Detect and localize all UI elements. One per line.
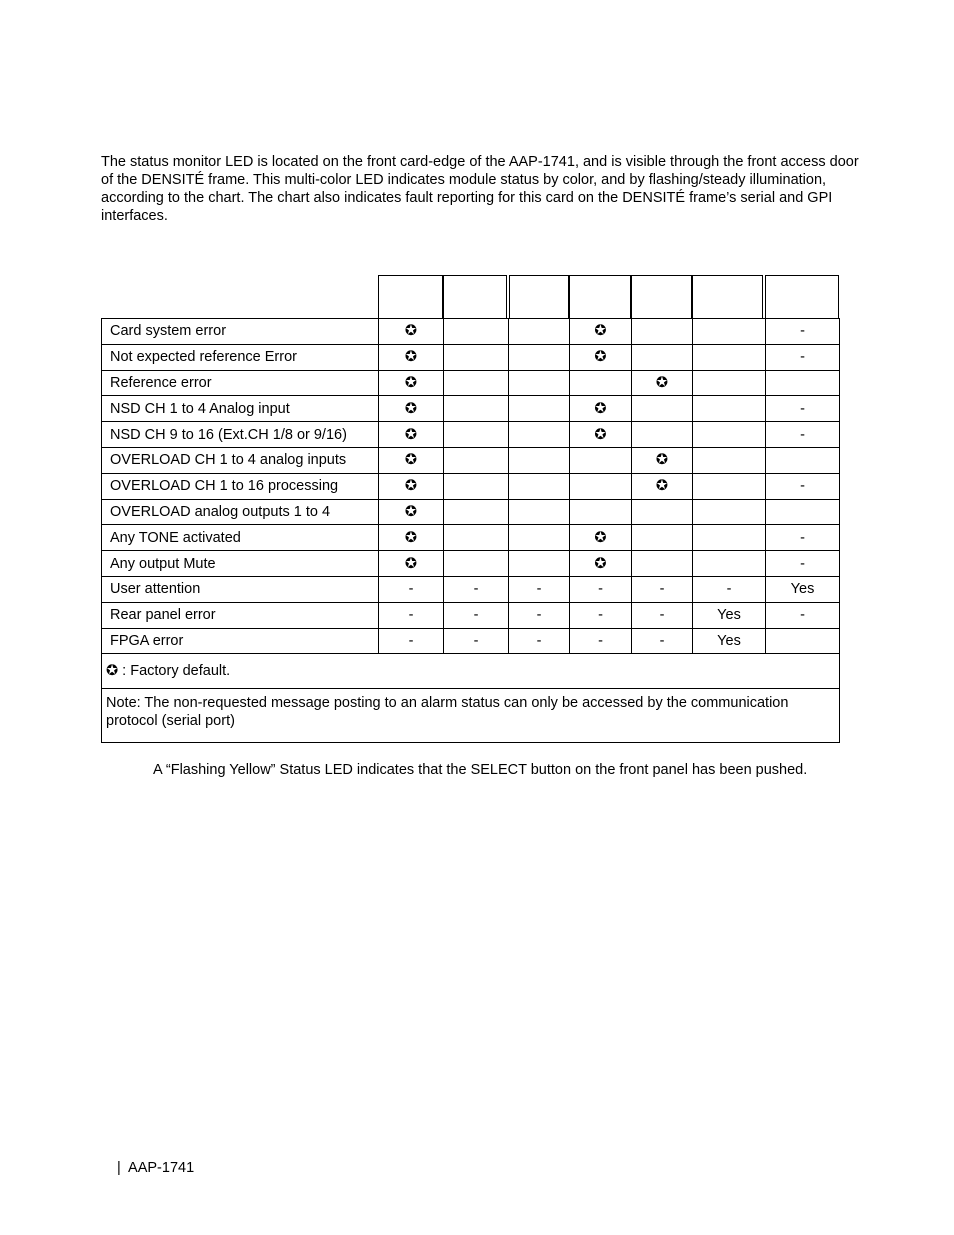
- status-cell: ✪: [570, 551, 632, 577]
- status-cell: [444, 447, 509, 473]
- status-cell: -: [766, 525, 840, 551]
- status-cell: -: [632, 628, 693, 654]
- status-cell: [509, 396, 570, 422]
- table-row: [102, 576, 840, 602]
- status-cell: ✪: [632, 447, 693, 473]
- row-label: User attention: [102, 576, 379, 602]
- table-row: [102, 551, 840, 577]
- column-header-6: [692, 275, 763, 318]
- status-cell: [444, 370, 509, 396]
- table-row: [102, 628, 840, 654]
- status-cell: [766, 447, 840, 473]
- row-label: Reference error: [102, 370, 379, 396]
- status-cell: [444, 525, 509, 551]
- status-cell: ✪: [379, 319, 444, 345]
- status-cell: ✪: [379, 525, 444, 551]
- status-cell: [509, 370, 570, 396]
- status-cell: [632, 319, 693, 345]
- status-cell: -: [379, 576, 444, 602]
- page-footer: [117, 1160, 194, 1176]
- status-cell: [509, 422, 570, 448]
- row-label: Any TONE activated: [102, 525, 379, 551]
- status-cell: [444, 551, 509, 577]
- column-header-5: [631, 275, 692, 318]
- status-cell: ✪: [379, 447, 444, 473]
- status-cell: Yes: [693, 628, 766, 654]
- status-cell: [509, 319, 570, 345]
- status-cell: ✪: [379, 344, 444, 370]
- footer-separator: |: [117, 1160, 121, 1176]
- status-cell: ✪: [570, 396, 632, 422]
- status-cell: [632, 499, 693, 525]
- status-cell: [693, 319, 766, 345]
- status-cell: ✪: [570, 344, 632, 370]
- table-row: [102, 422, 840, 448]
- table-row: [102, 319, 840, 345]
- status-cell: [766, 370, 840, 396]
- status-cell: [766, 499, 840, 525]
- status-cell: [570, 499, 632, 525]
- status-cell: -: [444, 602, 509, 628]
- status-cell: Yes: [693, 602, 766, 628]
- status-cell: [632, 396, 693, 422]
- status-cell: -: [509, 628, 570, 654]
- column-header-7: [765, 275, 839, 318]
- status-cell: [509, 525, 570, 551]
- status-cell: ✪: [379, 499, 444, 525]
- status-cell: ✪: [570, 319, 632, 345]
- status-cell: ✪: [379, 370, 444, 396]
- status-cell: [693, 344, 766, 370]
- column-header-2: [443, 275, 507, 318]
- status-cell: -: [444, 628, 509, 654]
- status-cell: -: [766, 473, 840, 499]
- table-row: [102, 396, 840, 422]
- status-cell: -: [379, 628, 444, 654]
- status-cell: [570, 370, 632, 396]
- status-cell: [444, 396, 509, 422]
- status-cell: ✪: [570, 422, 632, 448]
- intro-paragraph: The status monitor LED is located on the front card-edge of the AAP-1741, and is visible through the front access door of the DENSITÉ frame. This multi-color LED indicates module status by color, and by flashing/steady illumination, according to the chart. The chart also indicates fault reporting for this card on the DENSITÉ frame’s serial and GPI interfaces.: [101, 154, 859, 224]
- status-cell: [509, 551, 570, 577]
- status-cell: [509, 499, 570, 525]
- status-cell: [693, 499, 766, 525]
- status-cell: -: [766, 396, 840, 422]
- status-cell: [632, 344, 693, 370]
- status-cell: Yes: [766, 576, 840, 602]
- status-cell: -: [509, 602, 570, 628]
- row-label: Not expected reference Error: [102, 344, 379, 370]
- row-label: Any output Mute: [102, 551, 379, 577]
- column-header-1: [378, 275, 443, 318]
- status-cell: [693, 422, 766, 448]
- status-cell: [693, 370, 766, 396]
- table-row: [102, 525, 840, 551]
- status-cell: ✪: [632, 473, 693, 499]
- status-cell: -: [444, 576, 509, 602]
- row-label: NSD CH 9 to 16 (Ext.CH 1/8 or 9/16): [102, 422, 379, 448]
- status-cell: -: [766, 422, 840, 448]
- status-cell: [444, 344, 509, 370]
- status-cell: [693, 396, 766, 422]
- status-cell: -: [509, 576, 570, 602]
- row-label: OVERLOAD analog outputs 1 to 4: [102, 499, 379, 525]
- status-cell: [693, 447, 766, 473]
- status-cell: [509, 447, 570, 473]
- row-label: NSD CH 1 to 4 Analog input: [102, 396, 379, 422]
- status-cell: ✪: [379, 473, 444, 499]
- footer-doc-name: AAP-1741: [128, 1160, 195, 1176]
- table-row: [102, 602, 840, 628]
- column-header-3: [509, 275, 569, 318]
- status-cell: [444, 422, 509, 448]
- status-cell: -: [632, 602, 693, 628]
- table-row: [102, 344, 840, 370]
- status-cell: [509, 344, 570, 370]
- status-cell: -: [632, 576, 693, 602]
- status-cell: [693, 551, 766, 577]
- status-cell: [444, 319, 509, 345]
- status-cell: [632, 551, 693, 577]
- status-cell: [570, 473, 632, 499]
- status-cell: ✪: [632, 370, 693, 396]
- status-cell: [509, 473, 570, 499]
- status-cell: -: [766, 551, 840, 577]
- status-cell: [570, 447, 632, 473]
- row-label: Card system error: [102, 319, 379, 345]
- table-note: Note: The non-requested message posting to an alarm status can only be accessed by the communication protocol (serial port): [102, 689, 840, 743]
- status-cell: [693, 525, 766, 551]
- status-cell: [632, 422, 693, 448]
- flashing-yellow-text: A “Flashing Yellow” Status LED indicates that the SELECT button on the front panel has been pushed.: [153, 762, 808, 778]
- status-cell: ✪: [379, 396, 444, 422]
- status-cell: -: [766, 344, 840, 370]
- status-cell: -: [379, 602, 444, 628]
- table-row: [102, 473, 840, 499]
- status-cell: [632, 525, 693, 551]
- status-cell: [444, 499, 509, 525]
- status-cell: -: [570, 576, 632, 602]
- column-header-4: [569, 275, 631, 318]
- status-cell: -: [766, 319, 840, 345]
- table-row: [102, 447, 840, 473]
- status-cell: -: [570, 628, 632, 654]
- status-led-table: [101, 318, 840, 743]
- table-row: [102, 370, 840, 396]
- status-cell: -: [693, 576, 766, 602]
- status-cell: [693, 473, 766, 499]
- status-cell: [444, 473, 509, 499]
- flashing-yellow-paragraph: [101, 761, 821, 779]
- row-label: FPGA error: [102, 628, 379, 654]
- factory-default-legend: ✪ : Factory default.: [102, 654, 840, 689]
- status-cell: [766, 628, 840, 654]
- status-cell: ✪: [570, 525, 632, 551]
- row-label: Rear panel error: [102, 602, 379, 628]
- status-cell: -: [766, 602, 840, 628]
- status-cell: ✪: [379, 551, 444, 577]
- table-row: [102, 499, 840, 525]
- status-cell: -: [570, 602, 632, 628]
- row-label: OVERLOAD CH 1 to 16 processing: [102, 473, 379, 499]
- row-label: OVERLOAD CH 1 to 4 analog inputs: [102, 447, 379, 473]
- status-cell: ✪: [379, 422, 444, 448]
